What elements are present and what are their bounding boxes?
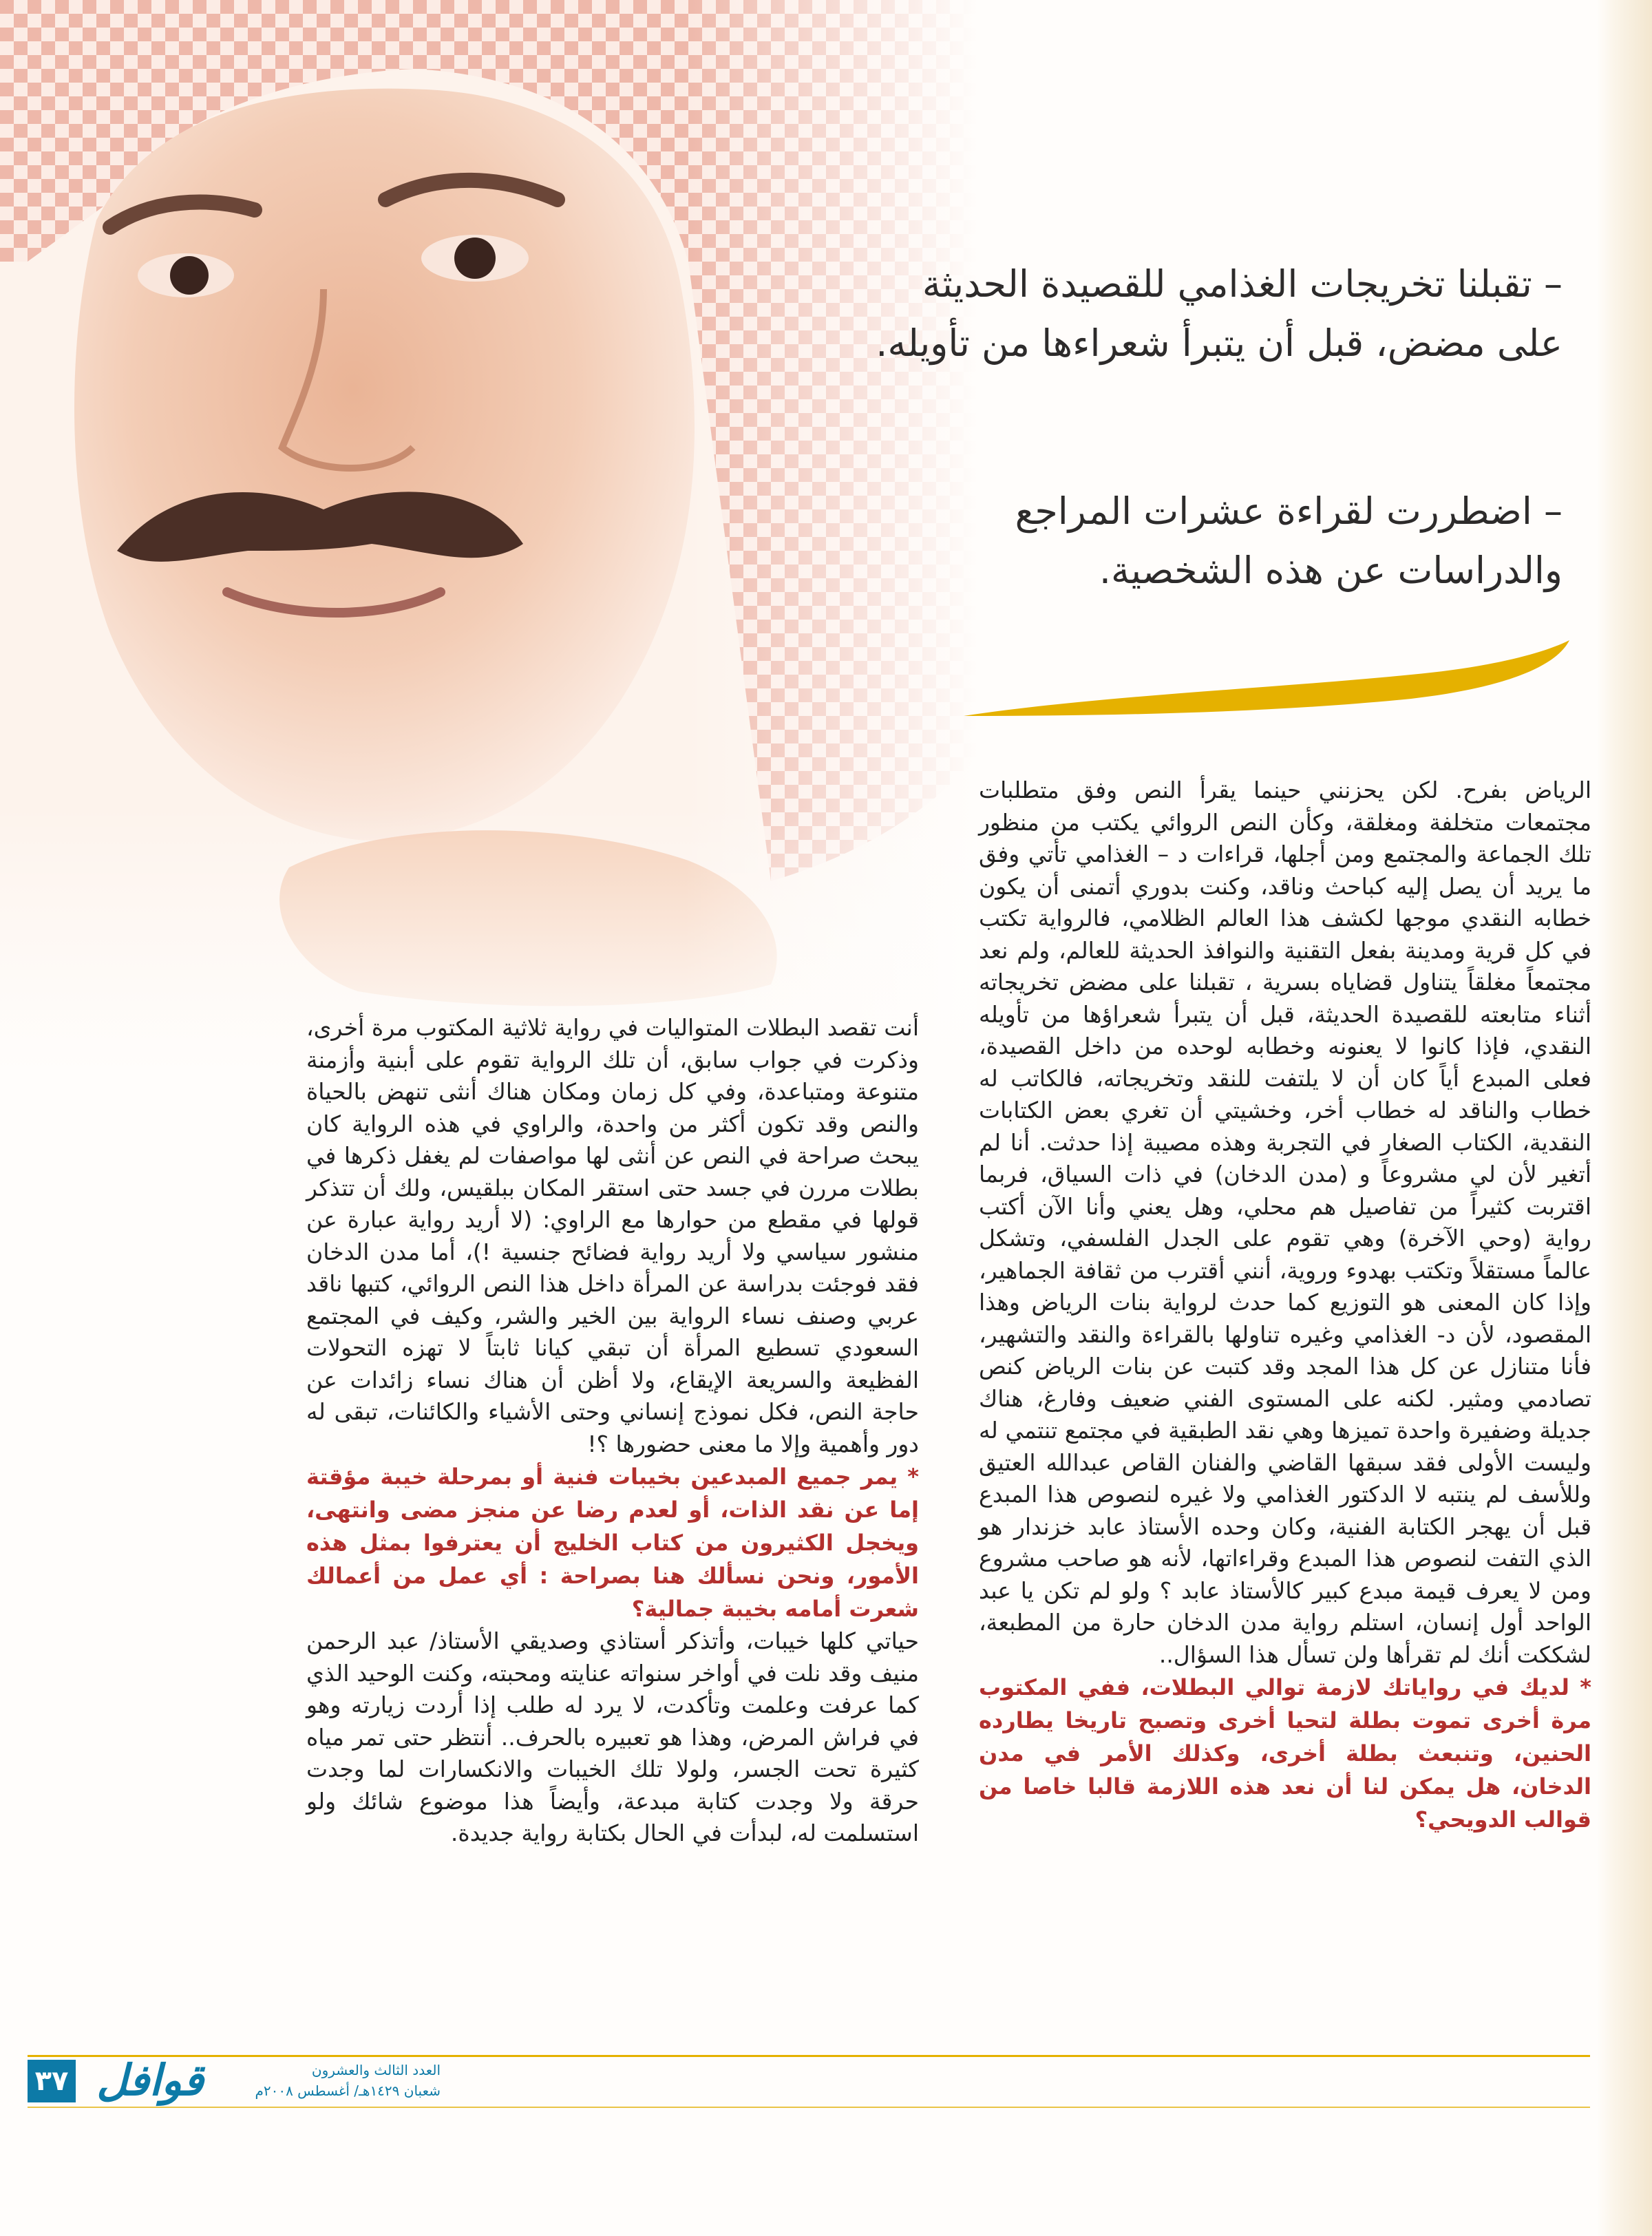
author-portrait	[0, 0, 977, 1074]
issue-info	[220, 2060, 441, 2101]
issue-date: شعبان ١٤٢٩هـ/ أغسطس ٢٠٠٨م	[255, 2082, 441, 2099]
article-column-left	[306, 1012, 919, 1850]
interview-question: * لديك في رواياتك لازمة توالي البطلات، ففي المكتوب مرة أخرى تموت بطلة لتحيا أخرى وتصبح تاريخا يطارده الحنين، وتنبعث بطلة أخرى، وكذلك الأمر في مدن الدخان، هل يمكن لنا أن نعد هذه اللازمة قالبا خاصا من قوالب الدويحي؟	[979, 1674, 1591, 1833]
page-number: ٣٧	[28, 2060, 76, 2102]
yellow-swoosh-decoration	[964, 640, 1569, 723]
footer-rule	[28, 2055, 1590, 2057]
pull-quote-1: – تقبلنا تخريجات الغذامي للقصيدة الحديثة على مضض، قبل أن يتبرأ شعراءها من تأويله.	[876, 262, 1563, 365]
pull-quote-2: – اضطررت لقراءة عشرات المراجع والدراسات عن هذه الشخصية.	[1015, 489, 1563, 592]
interview-question: * يمر جميع المبدعين بخيبات فنية أو بمرحلة خيبة مؤقتة إما عن نقد الذات، أو لعدم رضا عن منجز مضى وانتهى، ويخجل الكثيرون من كتاب الخليج أن يعترفوا بمثل هذه الأمور، ونحن نسألك هنا بصراحة : أي عمل من أعمالك شعرت أمامه بخيبة جمالية؟	[306, 1464, 919, 1622]
issue-number: العدد الثالث والعشرون	[311, 2062, 441, 2078]
article-column-right	[979, 774, 1591, 1836]
magazine-logo: قوافل	[96, 2055, 204, 2105]
footer-rule-secondary	[28, 2107, 1590, 2108]
article-paragraph: أنت تقصد البطلات المتواليات في رواية ثلاثية المكتوب مرة أخرى، وذكرت في جواب سابق، أن تلك الرواية تقوم على أبنية وأزمنة متنوعة ومتباعدة، وفي كل زمان ومكان هناك أنثى تنهض بالحياة والنص وقد تكون أكثر من واحدة، والراوي في هذه الرواية كان يبحث صراحة في النص عن أنثى لها مواصفات لم يغفل ذكرها في بطلات مررن في جسد حتى استقر المكان ببلقيس، ولك أن تتذكر قولها في مقطع من حوارها مع الراوي: (لا أريد رواية عبارة عن منشور سياسي ولا أريد رواية فضائح جنسية !)، أما مدن الدخان فقد فوجئت بدراسة عن المرأة داخل هذا النص الروائي، كتبها ناقد عربي وصنف نساء الرواية بين الخير والشر، وكيف في المجتمع السعودي تسطيع المرأة أن تبقي كيانا ثابتاً لا تهزه التحولات الفظيعة والسريعة الإيقاع، ولا أظن أن هناك نساء زائدات عن حاجة النص، فكل نموذج إنساني وحتى الأشياء والكائنات، تبقى له دور وأهمية وإلا ما معنى حضورها ؟!	[306, 1014, 919, 1457]
article-paragraph: حياتي كلها خيبات، وأتذكر أستاذي وصديقي الأستاذ/ عبد الرحمن منيف وقد نلت في أواخر سنواته عنايته ومحبته، وكنت الوحيد الذي كما عرفت وعلمت وتأكدت، لا يرد له طلب إذا أردت زيارته وهو في فراش المرض، وهذا هو تعبيره بالحرف.. أنتظر حتى تمر مياه كثيرة تحت الجسر، ولولا تلك الخيبات والانكسارات لما وجدت حرقة ولا وجدت كتابة مبدعة، وأيضاً هذا موضوع شائك ولو استسلمت له، لبدأت في الحال بكتابة رواية جديدة.	[306, 1627, 919, 1846]
portrait-illustration	[0, 0, 977, 1074]
page-edge-strip	[1597, 0, 1652, 2236]
article-paragraph: الرياض بفرح. لكن يحزنني حينما يقرأ النص وفق متطلبات مجتمعات متخلفة ومغلقة، وكأن النص الروائي يكتب من منظور تلك الجماعة والمجتمع ومن أجلها، قراءات د – الغذامي تأتي وفق ما يريد أن يصل إليه كباحث وناقد، وكنت بدوري أتمنى أن يكون خطابه النقدي موجها لكشف هذا العالم الظلامي، فالرواية تكتب في كل قرية ومدينة بفعل التقنية والنوافذ الحديثة للعالم، ولم نعد مجتمعاً مغلقاً يتناول قضاياه بسرية ، تقبلنا على مضض تخريجاته أثناء متابعته للقصيدة الحديثة، قبل أن يتبرأ شعراؤها من تأويله النقدي، فإذا كانوا لا يعنونه وخطابه لوحده من داخل القصيدة، فعلى المبدع أياً كان أن لا يلتفت للنقد وتخريجاته، فالكاتب له خطاب والناقد له خطاب أخر، وخشيتي أن تغري بعض الكتابات النقدية، الكتاب الصغار في التجربة وهذه مصيبة إذا حدثت. أنا لم أتغير لأن لي مشروعاً و (مدن الدخان) في ذات السياق، فربما اقتربت كثيراً من تفاصيل هم محلي، وهل يعني وأنا الآن أكتب رواية (وحي الآخرة) وهي تقوم على الجدل الفلسفي، وتشكل عالماً مستقلاً وتكتب بهدوء وروية، أنني أقترب من ثقافة الجماهير، وإذا كان المعنى هو التوزيع كما حدث لرواية بنات الرياض وهذا المقصود، لأن د- الغذامي وغيره تناولها بالقراءة والنقد والتشهير، فأنا متنازل عن كل هذا المجد وقد كتبت عن بنات الرياض كنص تصادمي ومثير. لكنه على المستوى الفني ضعيف وفارغ، هناك جديلة وضفيرة واحدة تميزها وهي نقد الطبقية في مجتمع تنتمي له وليست الأولى فقد سبقها القاضي والفنان القاص عبدالله العتيق وللأسف لم ينتبه لا الدكتور الغذامي ولا غيره لنصوص هذا المبدع قبل أن يهجر الكتابة الفنية، وكان وحده الأستاذ عابد خزندار هو الذي التفت لنصوص هذا المبدع وقراءاتها، لأنه هو صاحب مشروع ومن لا يعرف قيمة مبدع كبير كالأستاذ عابد ؟ ولو لم تكن يا عبد الواحد أول إنسان، استلم رواية مدن الدخان حارة من المطبعة، لشككت أنك لم تقرأها ولن تسأل هذا السؤال..	[979, 777, 1591, 1668]
